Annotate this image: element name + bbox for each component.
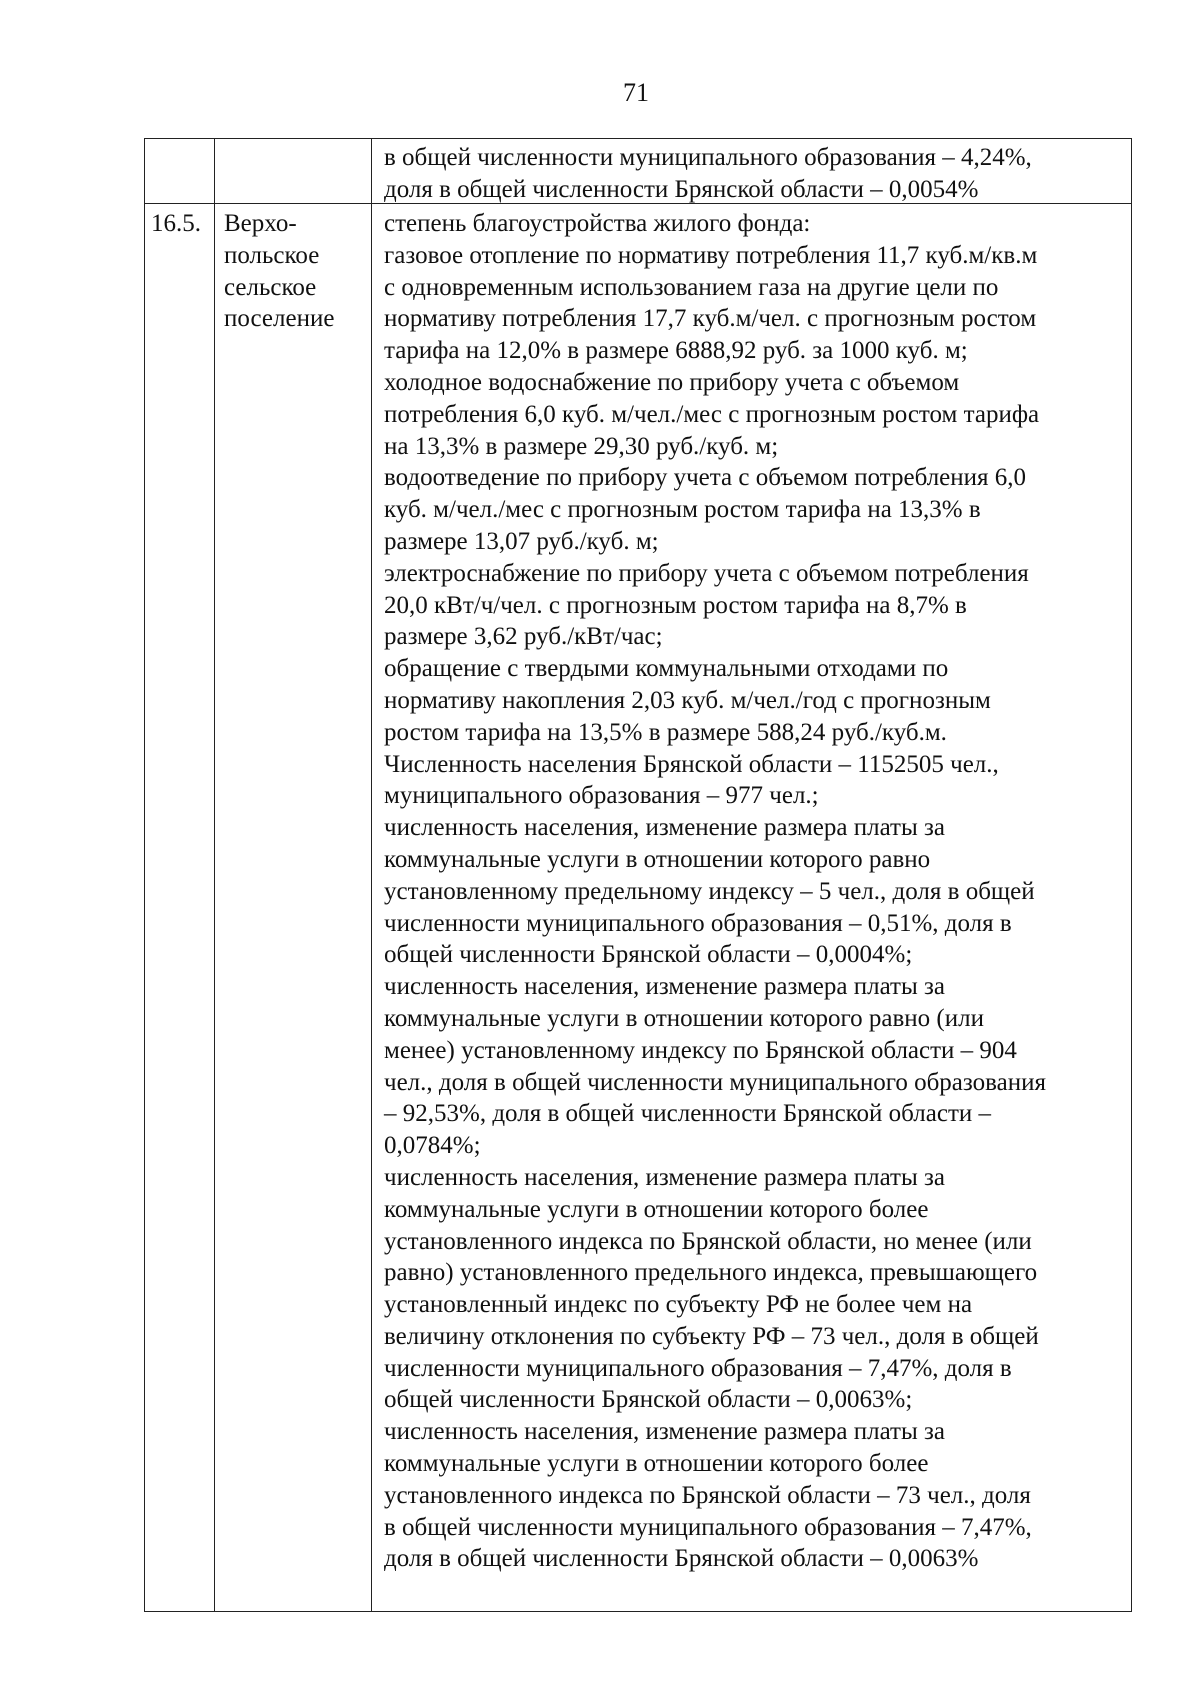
text-line: чел., доля в общей численности муниципального образования [384,1068,1046,1096]
text-line: сельское [224,273,317,301]
text-line: численность населения, изменение размера платы за [384,814,945,842]
text-line: обращение с твердыми коммунальными отходами по [384,655,949,683]
text-line: установленного индекса по Брянской области – 73 чел., доля [384,1481,1031,1509]
text-line: численность населения, изменение размера платы за [384,973,945,1001]
text-line: муниципального образования – 977 чел.; [384,782,819,810]
text-line: Численность населения Брянской области – 1152505 чел., [384,750,999,778]
text-line: коммунальные услуги в отношении которого равно [384,845,931,873]
text-line: 0,0784%; [384,1132,481,1160]
page-number: 71 [623,78,649,107]
text-line: на 13,3% в размере 29,30 руб./куб. м; [384,432,779,460]
text-line: коммунальные услуги в отношении которого равно (или [384,1004,984,1032]
text-line: польское [224,241,320,269]
text-line: нормативу накопления 2,03 куб. м/чел./год с прогнозным [384,686,991,714]
text-line: общей численности Брянской области – 0,0004%; [384,941,913,969]
text-line: в общей численности муниципального образования – 4,24%, [384,144,1032,171]
text-line: степень благоустройства жилого фонда: [384,210,811,237]
text-line: коммунальные услуги в отношении которого более [384,1450,929,1478]
text-line: поселение [224,305,335,333]
text-line: потребления 6,0 куб. м/чел./мес с прогнозным ростом тарифа [384,400,1040,428]
text-line: размере 13,07 руб./куб. м; [384,527,659,555]
text-line: численность населения, изменение размера платы за [384,1163,945,1191]
text-line: менее) установленному индексу по Брянской области – 904 [384,1036,1017,1064]
column-divider-number [214,139,215,1611]
continuation-cell [384,142,1032,206]
text-line: доля в общей численности Брянской области – 0,0063% [384,1545,979,1573]
settlement-name-cell [224,208,334,335]
text-line: ростом тарифа на 13,5% в размере 588,24 руб./куб.м. [384,718,947,746]
text-line: установленного индекса по Брянской области, но менее (или [384,1227,1032,1255]
text-line: установленному предельному индексу – 5 чел., доля в общей [384,877,1035,905]
text-line: размере 3,62 руб./кВт/час; [384,623,663,651]
text-line: численности муниципального образования – 0,51%, доля в [384,909,1012,937]
document-table [144,138,1132,1612]
text-line: численность населения, изменение размера платы за [384,1418,945,1446]
column-divider-name [371,139,372,1611]
text-line: куб. м/чел./мес с прогнозным ростом тарифа на 13,3% в [384,496,981,524]
text-line: численности муниципального образования – 7,47%, доля в [384,1354,1012,1382]
text-line: общей численности Брянской области – 0,0063%; [384,1386,913,1414]
text-line: водоотведение по прибору учета с объемом потребления 6,0 [384,464,1027,492]
text-line: величину отклонения по субъекту РФ – 73 чел., доля в общей [384,1322,1039,1350]
text-line: доля в общей численности Брянской области – 0,0054% [384,175,979,203]
text-line: Верхо- [224,210,297,237]
text-line: в общей численности муниципального образования – 7,47%, [384,1513,1032,1541]
text-line: равно) установленного предельного индекса, превышающего [384,1259,1038,1287]
text-line: электроснабжение по прибору учета с объемом потребления [384,559,1029,587]
text-line: нормативу потребления 17,7 куб.м/чел. с прогнозным ростом [384,305,1037,333]
text-line: 20,0 кВт/ч/чел. с прогнозным ростом тарифа на 8,7% в [384,591,967,619]
text-line: тарифа на 12,0% в размере 6888,92 руб. за 1000 куб. м; [384,337,968,365]
description-cell [384,208,1046,1575]
text-line: – 92,53%, доля в общей численности Брянской области – [384,1100,991,1128]
row-number-cell: 16.5. [151,210,201,237]
text-line: установленный индекс по субъекту РФ не более чем на [384,1291,973,1319]
text-line: с одновременным использованием газа на другие цели по [384,273,999,301]
text-line: газовое отопление по нормативу потребления 11,7 куб.м/кв.м [384,241,1038,269]
text-line: холодное водоснабжение по прибору учета с объемом [384,368,960,396]
text-line: коммунальные услуги в отношении которого более [384,1195,929,1223]
